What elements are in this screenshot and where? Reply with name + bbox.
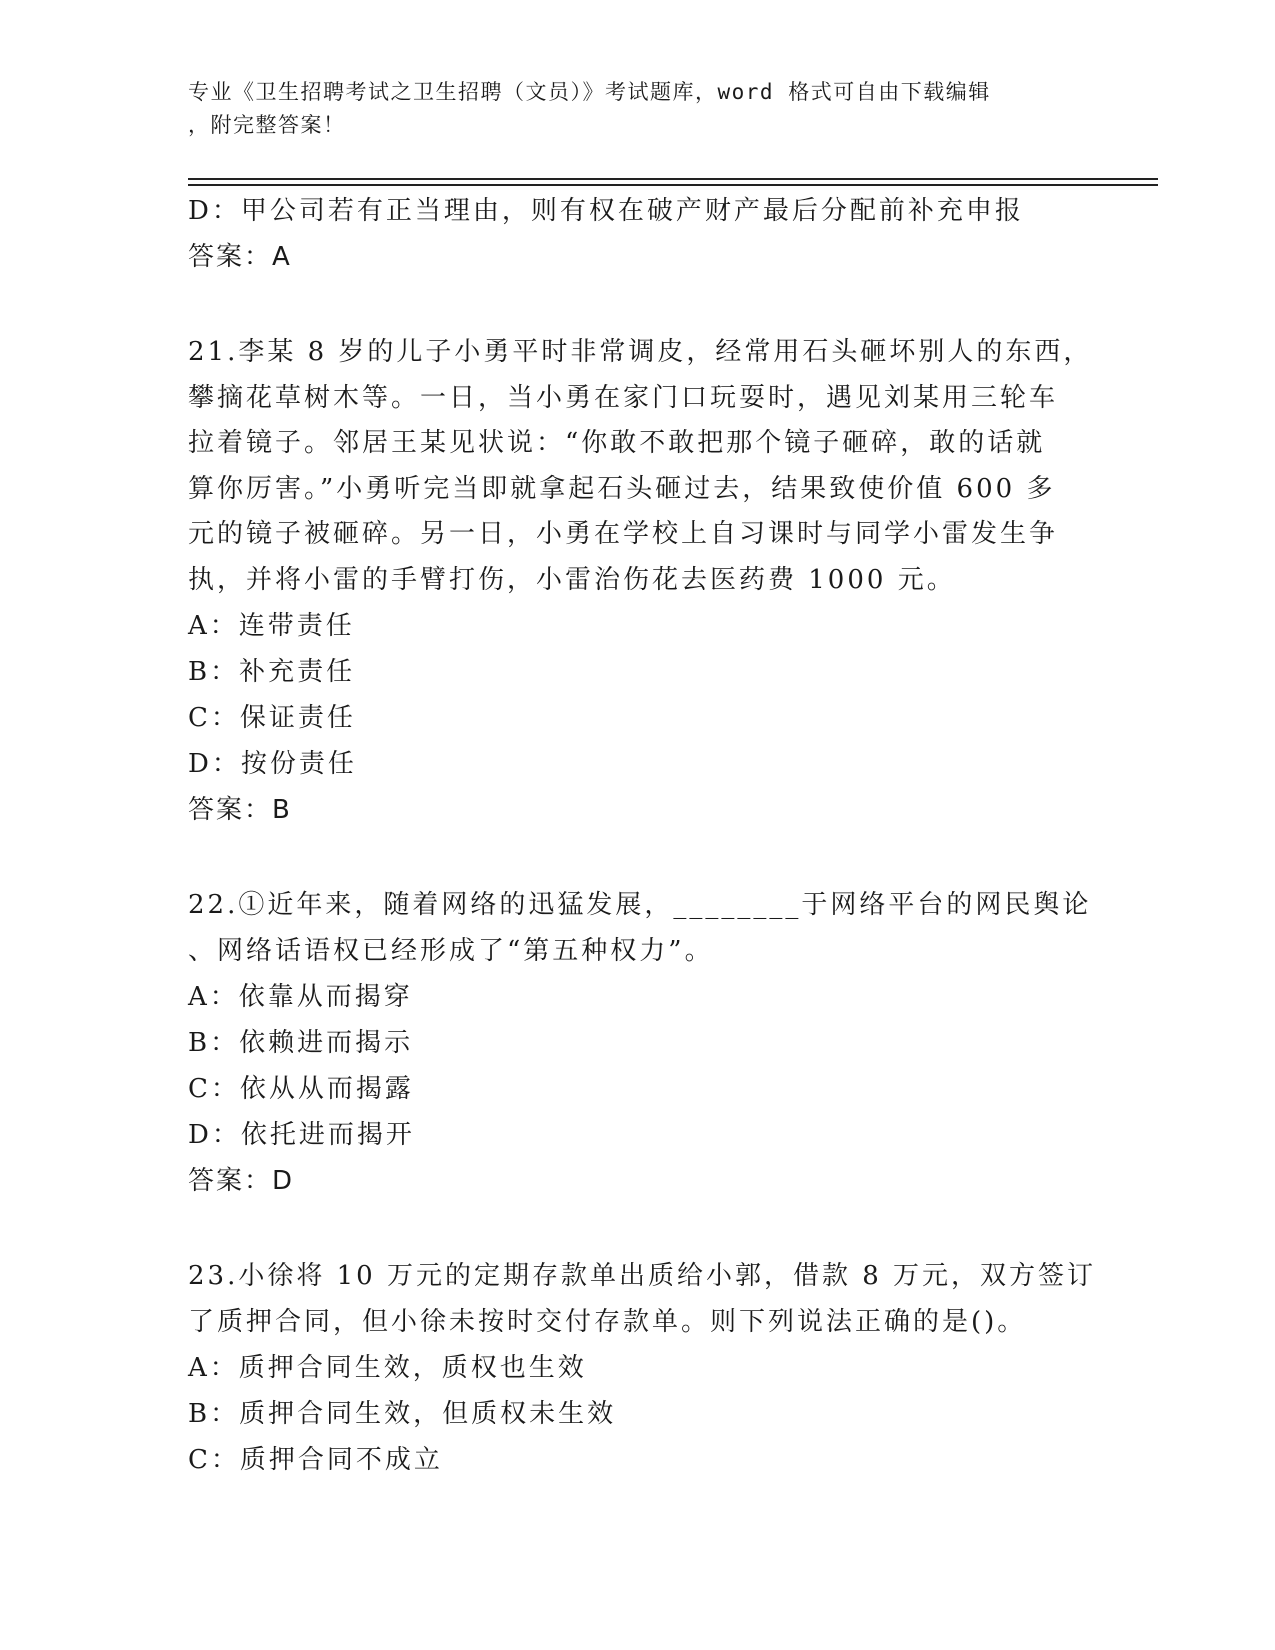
- option-a: A：连带责任: [188, 611, 355, 641]
- question-text-line: 22.①近年来，随着网络的迅猛发展，________于网络平台的网民舆论: [188, 890, 1092, 920]
- question-text-line: 了质押合同，但小徐未按时交付存款单。则下列说法正确的是()。: [188, 1306, 1027, 1337]
- option-d: D：甲公司若有正当理由，则有权在破产财产最后分配前补充申报: [188, 196, 1024, 226]
- option-c: C：质押合同不成立: [188, 1445, 443, 1475]
- option-c: C：依从从而揭露: [188, 1074, 414, 1104]
- option-c: C：保证责任: [188, 703, 356, 733]
- question-22: [188, 883, 1092, 1204]
- answer-line: 答案：B: [188, 795, 292, 825]
- question-text-line: 攀摘花草树木等。一日，当小勇在家门口玩耍时，遇见刘某用三轮车: [188, 382, 1059, 413]
- question-text-line: 元的镜子被砸碎。另一日，小勇在学校上自习课时与同学小雷发生争: [188, 519, 1059, 549]
- option-a: A：依靠从而揭穿: [188, 982, 413, 1012]
- option-b: B：质押合同生效，但质权未生效: [188, 1399, 617, 1429]
- question-text-line: 执，并将小雷的手臂打伤，小雷治伤花去医药费 1000 元。: [188, 564, 956, 595]
- question-text: [188, 883, 1092, 974]
- header-divider-top: [188, 178, 1158, 180]
- question-text: [188, 330, 1093, 603]
- option-a: A：质押合同生效，质权也生效: [188, 1353, 587, 1383]
- question-text-line: 21.李某 8 岁的儿子小勇平时非常调皮，经常用石头砸坏别人的东西，: [188, 337, 1093, 367]
- question-text-line: 23.小徐将 10 万元的定期存款单出质给小郭，借款 8 万元，双方签订: [188, 1261, 1097, 1291]
- document-header: [188, 76, 1068, 142]
- question-text-line: 、网络话语权已经形成了“第五种权力”。: [188, 935, 714, 966]
- header-line-2: ，附完整答案！: [188, 113, 346, 137]
- option-b: B：依赖进而揭示: [188, 1028, 414, 1058]
- question-list: [188, 188, 1097, 1483]
- answer-line: 答案：D: [188, 1166, 295, 1196]
- option-d: D：按份责任: [188, 749, 357, 779]
- option-b: B：补充责任: [188, 657, 356, 687]
- answer-line: 答案：A: [188, 242, 292, 272]
- question-21: [188, 330, 1093, 833]
- option-d: D：依托进而揭开: [188, 1120, 415, 1150]
- question-23: [188, 1254, 1097, 1483]
- header-divider-bottom: [188, 184, 1158, 186]
- question-text-line: 拉着镜子。邻居王某见状说：“你敢不敢把那个镜子砸碎，敢的话就: [188, 428, 1046, 458]
- header-line-1: 专业《卫生招聘考试之卫生招聘（文员）》考试题库，word 格式可自由下载编辑: [188, 80, 991, 104]
- question-text: [188, 1254, 1097, 1345]
- question-text-line: 算你厉害。”小勇听完当即就拿起石头砸过去，结果致使价值 600 多: [188, 473, 1056, 504]
- prev-question-tail: [188, 188, 1088, 280]
